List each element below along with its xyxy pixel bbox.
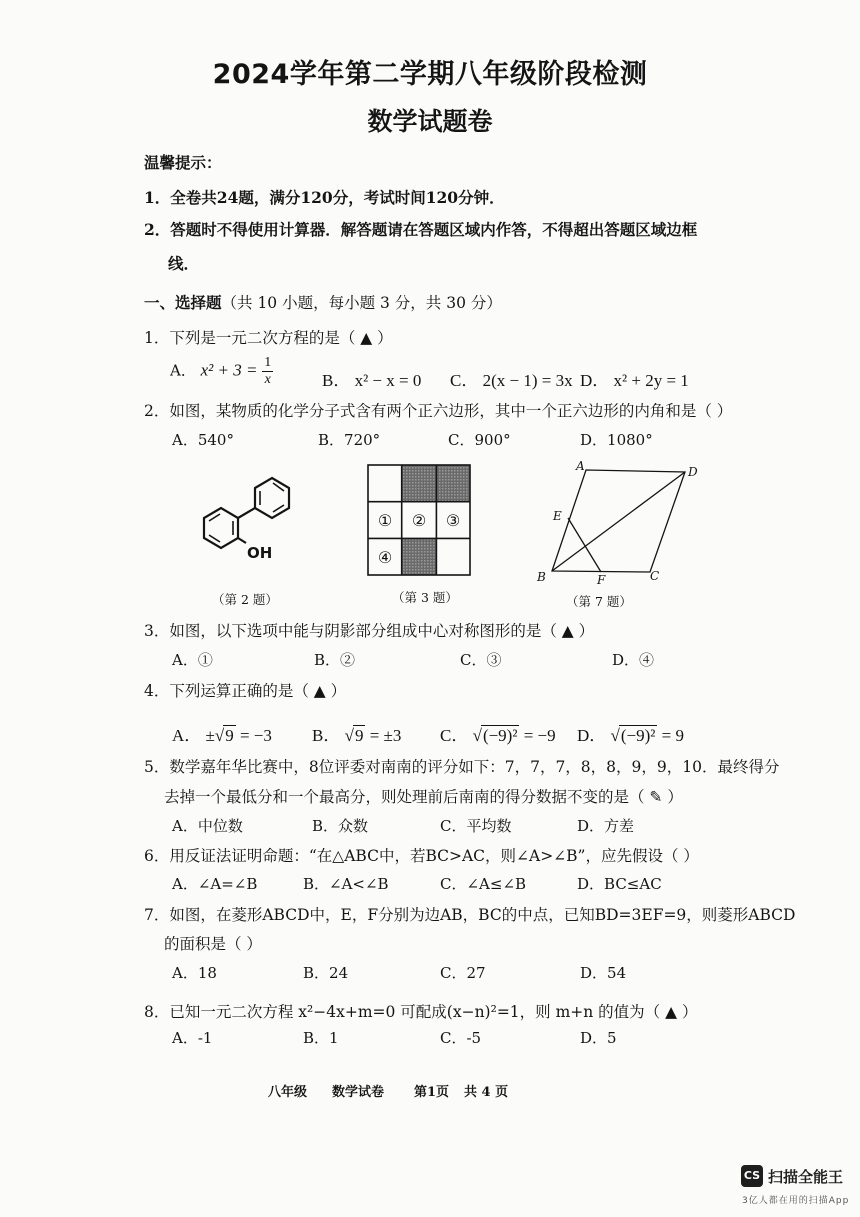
figure-3-grid	[367, 464, 471, 576]
section-heading	[144, 291, 502, 313]
figure-7-caption: （第 7 题）	[566, 594, 632, 609]
question-7-stem: 7．如图，在菱形ABCD中，E，F分别为边AB，BC的中点，已知BD=3EF=9，则菱形ABCD	[144, 906, 796, 924]
radicand: 9	[354, 726, 364, 745]
q4-option-a: A． ±√9 = −3	[172, 726, 272, 745]
q4-option-b: B． √9 = ±3	[312, 726, 402, 745]
radicand: (−9)²	[620, 726, 656, 745]
question-7-stem-cont: 的面积是（ ）	[164, 935, 262, 953]
q1-option-b: B． x² − x = 0	[322, 371, 422, 390]
question-8-stem: 8．已知一元二次方程 x²−4x+m=0 可配成(x−n)²=1，则 m+n 的值为（ ▲ ）	[144, 1003, 698, 1021]
point-d-label: D	[688, 465, 698, 479]
exam-subtitle: 数学试题卷	[367, 107, 493, 136]
q4-option-c: C． √(−9)² = −9	[440, 726, 556, 745]
q5-option-a: A．中位数	[172, 817, 243, 835]
option-rhs: = ±3	[365, 726, 402, 745]
option-rhs: = −9	[519, 726, 556, 745]
q6-option-c: C．∠A≤∠B	[440, 875, 527, 893]
figure-2-molecule	[188, 470, 308, 570]
figure-7-rhombus	[530, 460, 710, 590]
question-2-stem: 2．如图，某物质的化学分子式含有两个正六边形，其中一个正六边形的内角和是（ ）	[144, 402, 733, 420]
figure-2-caption: （第 2 题）	[212, 592, 278, 607]
question-4-stem: 4．下列运算正确的是（ ▲ ）	[144, 682, 347, 700]
q1-option-a-expr: x² + 3 =	[200, 360, 258, 380]
figure-3-caption: （第 3 题）	[392, 590, 458, 605]
q1-option-a-fraction	[262, 355, 273, 388]
question-6-stem: 6．用反证法证明命题：“在△ABC中，若BC>AC，则∠A>∠B”，应先假设（ ）	[144, 847, 699, 865]
notice-item-2-cont: 线．	[168, 254, 200, 273]
hydroxyl-label: OH	[247, 544, 273, 562]
radicand: 9	[225, 726, 234, 745]
section-rule: （共 10 小题，每小题 3 分，共 30 分）	[221, 294, 502, 312]
q1-option-d: D． x² + 2y = 1	[580, 371, 689, 390]
question-5-stem: 5．数学嘉年华比赛中，8位评委对南南的评分如下：7，7，7，8，8，9，9，10．最终得分	[144, 758, 780, 776]
bond-link	[238, 508, 255, 518]
q8-option-a: A．-1	[172, 1029, 213, 1047]
q3-option-b: B．②	[314, 651, 356, 669]
question-3-stem: 3．如图，以下选项中能与阴影部分组成中心对称图形的是（ ▲ ）	[144, 622, 595, 640]
notice-heading: 温馨提示：	[144, 153, 222, 172]
q5-option-d: D．方差	[577, 817, 635, 835]
camscanner-logo-icon: CS	[741, 1165, 763, 1187]
cell-label-4: ④	[377, 548, 393, 567]
q6-option-a: A．∠A=∠B	[172, 875, 258, 893]
option-prefix: A． ±	[172, 726, 215, 745]
option-prefix: C．	[440, 726, 473, 745]
q1-option-a	[170, 355, 273, 388]
q8-option-d: D．5	[580, 1029, 617, 1047]
q6-option-b: B．∠A<∠B	[303, 875, 389, 893]
section-label: 一、选择题	[144, 293, 222, 312]
point-b-label: B	[537, 570, 546, 584]
fraction-numerator: 1	[264, 355, 272, 370]
point-a-label: A	[576, 460, 585, 473]
option-prefix: D．	[577, 726, 611, 745]
q7-option-b: B．24	[303, 964, 349, 982]
watermark-app-name: 扫描全能王	[768, 1168, 844, 1186]
cell-label-1: ①	[377, 511, 393, 530]
question-5-stem-cont: 去掉一个最低分和一个最高分，则处理前后南南的得分数据不变的是（ ✎ ）	[164, 788, 683, 806]
q8-option-c: C．-5	[440, 1029, 482, 1047]
cell-label-3: ③	[445, 511, 461, 530]
diagonal-bd	[552, 472, 685, 571]
q2-option-a: A．540°	[172, 431, 234, 449]
q1-option-c: C． 2(x − 1) = 3x	[450, 371, 573, 390]
footer-subject: 数学试卷	[332, 1085, 385, 1100]
question-1-stem: 1．下列是一元二次方程的是（ ▲ ）	[144, 329, 393, 347]
shaded-cell	[402, 465, 437, 502]
point-f-label: F	[597, 573, 606, 587]
footer-total: 共 4 页	[464, 1085, 509, 1100]
q3-option-c: C．③	[460, 651, 502, 669]
q7-option-d: D．54	[580, 964, 627, 982]
segment-ef	[568, 518, 601, 572]
watermark-tagline: 3亿人都在用的扫描App	[742, 1196, 850, 1206]
q2-option-c: C．900°	[448, 431, 511, 449]
option-prefix: B．	[312, 726, 345, 745]
q2-option-d: D．1080°	[580, 431, 653, 449]
q7-option-a: A．18	[172, 964, 217, 982]
q7-option-c: C．27	[440, 964, 486, 982]
footer-page: 第1页	[414, 1085, 450, 1100]
q2-option-b: B．720°	[318, 431, 381, 449]
cell-label-2: ②	[411, 511, 427, 530]
point-e-label: E	[553, 509, 562, 523]
radicand: (−9)²	[482, 726, 518, 745]
footer-grade: 八年级	[268, 1085, 308, 1100]
option-rhs: = −3	[235, 726, 272, 745]
notice-item-1: 1．全卷共24题，满分120分，考试时间120分钟．	[144, 188, 505, 207]
shaded-cell	[436, 465, 470, 502]
q5-option-b: B．众数	[312, 817, 369, 835]
q3-option-d: D．④	[612, 651, 655, 669]
q5-option-c: C．平均数	[440, 817, 512, 835]
exam-title: 2024学年第二学期八年级阶段检测	[212, 59, 648, 90]
q8-option-b: B．1	[303, 1029, 339, 1047]
shaded-cell	[402, 538, 437, 575]
fraction-denominator: x	[264, 372, 271, 387]
q4-option-d: D． √(−9)² = 9	[577, 726, 684, 745]
q1-option-a-label: A．	[170, 361, 196, 380]
notice-item-2: 2．答题时不得使用计算器．解答题请在答题区域内作答，不得超出答题区域边框	[144, 220, 698, 239]
q3-option-a: A．①	[172, 651, 213, 669]
point-c-label: C	[650, 569, 660, 583]
option-rhs: = 9	[657, 726, 684, 745]
q6-option-d: D．BC≤AC	[577, 875, 662, 893]
